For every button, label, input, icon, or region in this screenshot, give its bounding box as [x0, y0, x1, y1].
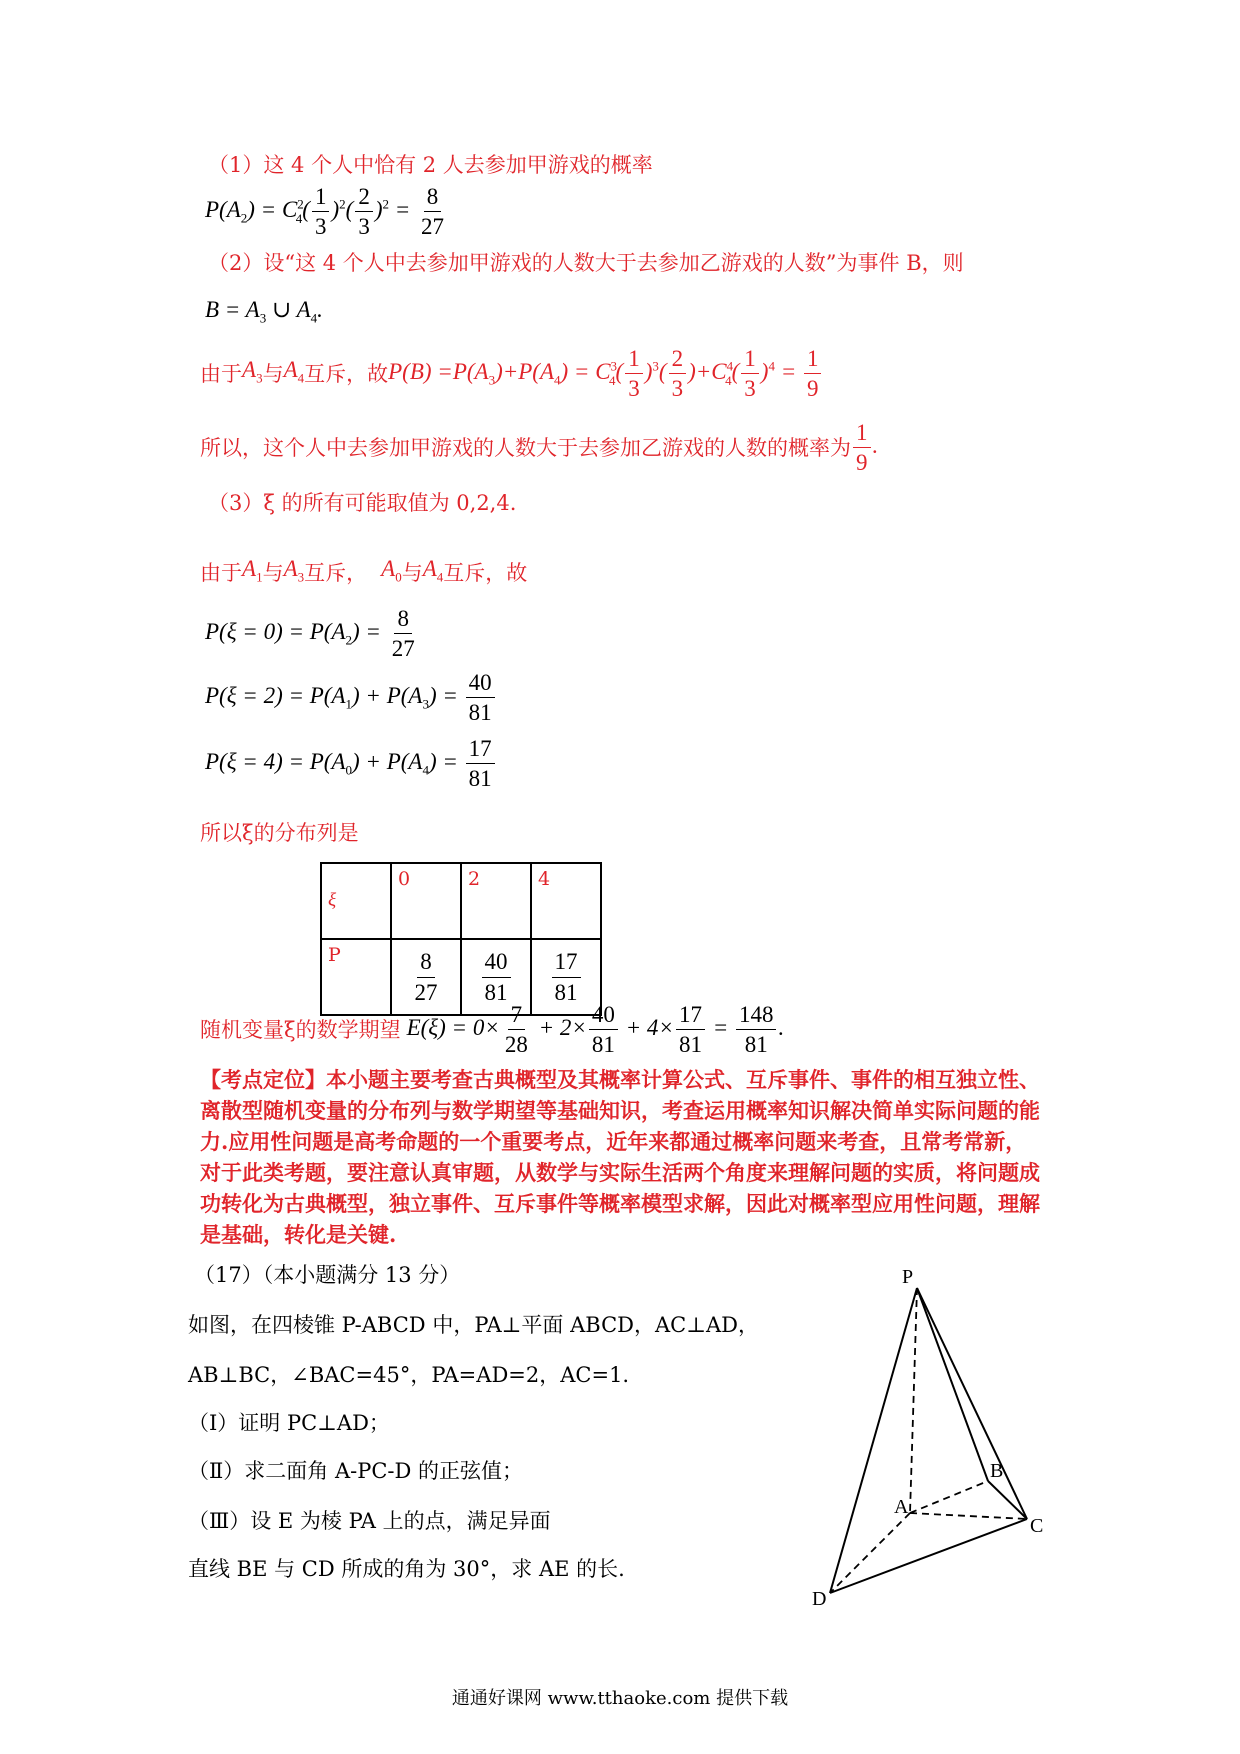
part2-conclusion-line: 所以，这个人中去参加甲游戏的人数大于去参加乙游戏的人数的概率为 $\frac{1}{9}$ .: [200, 420, 879, 476]
p-xi-4: $P(\xi = 4) = P(A_0) + P(A_4)$ = $\frac{17}{81}$: [205, 736, 497, 792]
problem17-header: （17）（本小题满分 13 分）: [194, 1263, 461, 1287]
part2-conclusion: 所以，这个人中去参加甲游戏的人数大于去参加乙游戏的人数的概率为: [200, 435, 851, 460]
value-cell: 0: [391, 863, 461, 939]
probability-cell: $\frac{8}{27}$: [391, 939, 461, 1015]
edge-pd: [830, 1288, 917, 1593]
part3-because-d: 与: [401, 561, 423, 586]
edge-ac: [910, 1513, 1027, 1519]
analysis-line: 力.应用性问题是高考命题的一个重要考点，近年来都通过概率问题来考查，且常考常新，: [200, 1129, 1027, 1154]
part3-because-e: 互斥，故: [443, 561, 528, 586]
edge-pc: [917, 1288, 1027, 1519]
part1-heading: （1）这 4 个人中恰有 2 人去参加甲游戏的概率: [208, 153, 653, 177]
part2-because-a: 由于: [200, 361, 242, 386]
value-cell: 4: [531, 863, 601, 939]
question-1: （Ⅰ）证明 PC⊥AD；: [188, 1411, 390, 1435]
question-3: （Ⅲ）设 E 为棱 PA 上的点，满足异面: [188, 1509, 551, 1533]
part1-formula: $P(A_2) = C^2_4$( $\frac{1}{3}$ )$^2$( $\frac{2}{3}$ )$^2$ = $\frac{8}{27}$: [205, 184, 445, 240]
part3-because-c: 互斥，: [304, 561, 368, 586]
edge-bc: [988, 1481, 1027, 1519]
pyramid-figure: [790, 1255, 1080, 1615]
analysis-line: 离散型随机变量的分布列与数学期望等基础知识，考查运用概率知识解决简单实际问题的能: [200, 1098, 1040, 1123]
analysis-line: 是基础，转化是关键.: [200, 1222, 397, 1247]
edge-dc: [830, 1519, 1027, 1593]
xi-header: ξ: [321, 863, 391, 939]
part3-because-line: 由于 $A_1$ 与 $A_3$ 互斥， $A_0$ 与 $A_4$ 互斥，故: [200, 556, 528, 586]
probability-cell: $\frac{17}{81}$: [531, 939, 601, 1015]
part3-because-b: 与: [262, 561, 284, 586]
edge-ab: [910, 1481, 988, 1513]
p-xi-0: $P(\xi = 0) = P(A_2)$ = $\frac{8}{27}$: [205, 606, 415, 662]
distribution-intro: 所以ξ的分布列是: [200, 821, 359, 845]
probability-cell: $\frac{40}{81}$: [461, 939, 531, 1015]
analysis-line: 对于此类考题，要注意认真审题，从数学与实际生活两个角度来理解问题的实质，将问题成: [200, 1160, 1040, 1185]
question-3-continued: 直线 BE 与 CD 所成的角为 30°，求 AE 的长.: [188, 1557, 625, 1581]
part3-heading: （3）ξ 的所有可能取值为 0,2,4.: [208, 491, 517, 515]
part2-because-b: 与: [262, 361, 284, 386]
analysis-block: [200, 1064, 1080, 1250]
analysis-tag: 【考点定位】: [200, 1067, 326, 1092]
event-b-definition: $B = A_3$ ∪ $A_4$.: [205, 297, 323, 326]
label-a: A: [894, 1496, 909, 1518]
edge-pb: [917, 1288, 988, 1481]
problem17-line2: AB⊥BC，∠BAC=45°，PA=AD=2，AC=1.: [188, 1363, 630, 1387]
question-2: （Ⅱ）求二面角 A-PC-D 的正弦值；: [188, 1459, 524, 1483]
p-header: P: [321, 939, 391, 1015]
label-p: P: [902, 1266, 914, 1288]
problem17-line1: 如图，在四棱锥 P-ABCD 中，PA⊥平面 ABCD，AC⊥AD，: [188, 1313, 759, 1337]
label-c: C: [1030, 1515, 1044, 1537]
expectation-label: 随机变量ξ的数学期望: [200, 1017, 401, 1042]
analysis-line: 本小题主要考查古典概型及其概率计算公式、互斥事件、事件的相互独立性、: [326, 1067, 1040, 1092]
distribution-table: [320, 862, 602, 1016]
part2-probability-line: 由于 $A_3$ 与 $A_4$ 互斥，故 $P(B) =P(A_3)+P(A_4) = C^3_4$( $\frac{1}{3}$ )$^3$( $\frac{2}{3}$ )$+C^4_4$( $\frac{1}{3}$ )$^4$ = $\frac{1}{9}$: [200, 346, 823, 402]
label-d: D: [812, 1588, 827, 1610]
part2-heading: （2）设“这 4 个人中去参加甲游戏的人数大于去参加乙游戏的人数”为事件 B，则: [208, 251, 964, 275]
part3-because-a: 由于: [200, 561, 242, 586]
edge-pa: [910, 1288, 917, 1513]
table-row: [321, 863, 601, 939]
p-xi-2: $P(\xi = 2) = P(A_1) + P(A_3)$ = $\frac{40}{81}$: [205, 670, 497, 726]
expectation-line: 随机变量ξ的数学期望 E(ξ) = 0× $\frac{7}{28}$ + 2× $\frac{40}{81}$ + 4× $\frac{17}{81}$ = $\frac{148}{81}$ .: [200, 1002, 785, 1058]
analysis-line: 功转化为古典概型，独立事件、互斥事件等概率模型求解，因此对概率型应用性问题，理解: [200, 1191, 1040, 1216]
value-cell: 2: [461, 863, 531, 939]
label-b: B: [990, 1460, 1004, 1482]
part2-because-c: 互斥，故: [304, 361, 389, 386]
footer: 通通好课网 www.tthaoke.com 提供下载: [451, 1688, 789, 1709]
